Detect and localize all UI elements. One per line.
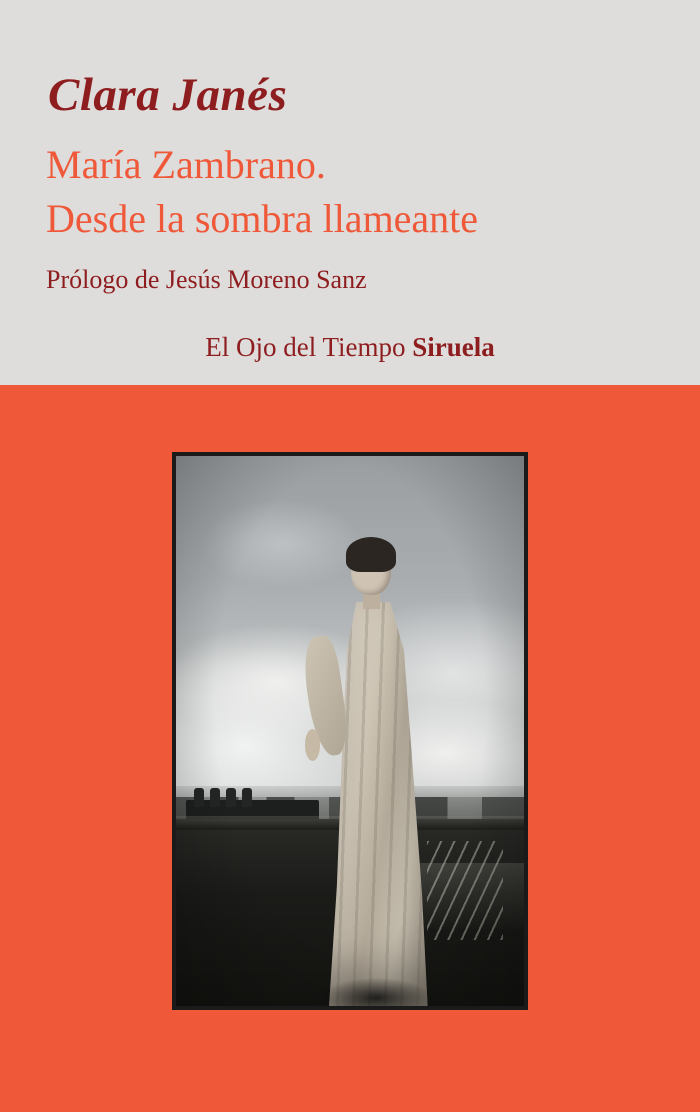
photo-railing [427,841,504,940]
photo-woman-shadow [322,978,431,1006]
title-line-2: Desde la sombra llameante [46,196,479,241]
prologue-credit: Prólogo de Jesús Moreno Sanz [46,265,367,294]
photo-woman-hand [305,729,320,761]
cover-photograph [172,452,528,1010]
photo-woman-figure [315,544,433,1006]
author-name: Clara Janés [48,69,288,121]
series-name: El Ojo del Tiempo [205,332,413,362]
photo-chimney [194,788,204,806]
photo-chimney [226,788,236,806]
photo-chimney [210,788,220,806]
title-line-1: María Zambrano. [46,142,326,187]
photo-image [176,456,524,1006]
photo-chimney [242,788,252,806]
book-title [46,138,666,246]
series-line [0,332,700,363]
cover-top-band [0,0,700,385]
publisher-name: Siruela [412,332,495,362]
photo-woman-hair [346,537,396,572]
